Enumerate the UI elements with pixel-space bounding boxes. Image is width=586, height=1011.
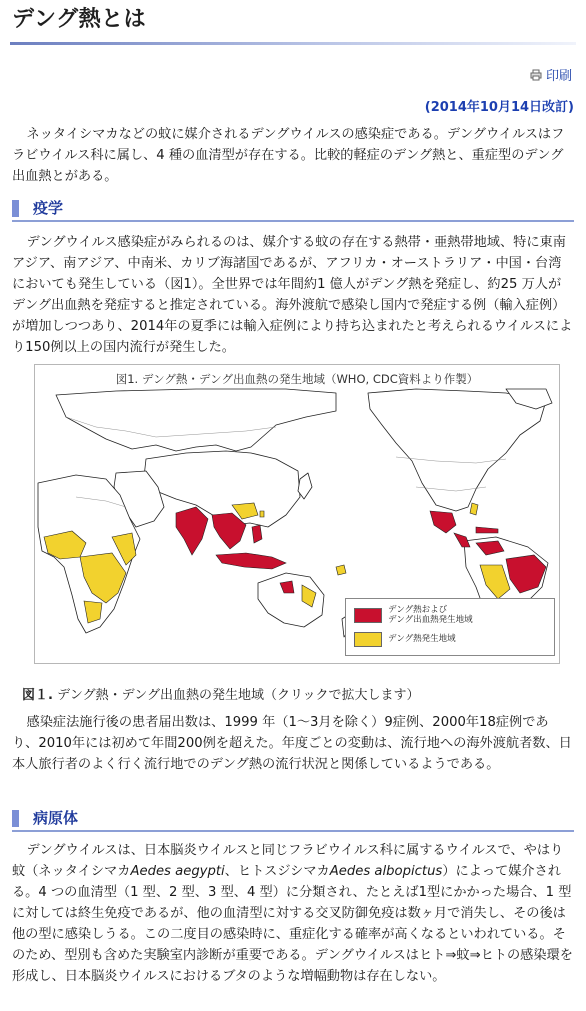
figure-caption[interactable] — [22, 684, 420, 703]
map-title: 図1. デング熱・デング出血熱の発生地域（WHO, CDC資料より作製） — [115, 372, 479, 386]
figure-caption-text: デング熱・デング出血熱の発生地域（クリックで拡大します） — [52, 688, 420, 703]
heading-text: 病原体 — [33, 809, 79, 827]
region-pacific-islands — [336, 565, 346, 575]
print-label: 印刷 — [545, 69, 572, 84]
pathogen-text-3: ）によって媒介される。4 つの血清型（1 型、2 型、3 型、4 型）に分類され、たとえば1型にかかった場合、1 型に対しては終生免疫であるが、他の血清型に対する交叉防御免疫は数ヶ月で消失し、その後は他の型に感染しうる。この二度目の感染時に、重症化する確率が高くなるといわれている。そのため、型別も含めた実験室内診断が重要である。デングウイルスはヒト⇒蚊⇒ヒトの感染環を形成し、日本脳炎ウイルスにおけるブタのような増幅動物は存在しない。 — [12, 864, 573, 984]
intro-paragraph: ネッタイシマカなどの蚊に媒介されるデングウイルスの感染症である。デングウイルスはフラビウイルス科に属し、4 種の血清型が存在する。比較的軽症のデング熱と、重症型のデング出血熱とがある。 — [12, 127, 565, 184]
notification-paragraph: 感染症法施行後の患者届出数は、1999 年（1～3月を除く）9症例、2000年18症例であり、2010年には初めて年間200例を超えた。年度ごとの変動は、流行地への海外渡航者数、日本人旅行者のよく行く流行地でのデング熱の流行状況と関係しているようである。 — [12, 715, 572, 772]
legend-swatch-dhf — [354, 608, 382, 623]
section-heading-epidemiology — [12, 198, 574, 222]
legend-label-dhf-1: デング熱および — [388, 605, 448, 615]
print-link[interactable] — [530, 65, 572, 84]
heading-bar — [12, 200, 19, 217]
revision-date: (2014年10月14日改訂) — [424, 100, 574, 115]
epidemiology-paragraph: デングウイルス感染症がみられるのは、媒介する蚊の存在する熱帯・亜熱帯地域、特に東南アジア、南アジア、中南米、カリブ海諸国であるが、アフリカ・オーストラリア・中国・台湾においても発生している（図1）。全世界では年間約1 億人がデング熱を発症し、約25 万人がデング出血熱を発症すると推定されている。海外渡航で感染し国内で発症する例（輸入症例）が増加しつつあり、2014年の夏季には輸入症例により持ち込まれたと考えられるウイルスにより150例以上の国内流行が発生した。 — [12, 235, 573, 355]
pathogen-paragraph — [12, 840, 574, 987]
region-taiwan — [260, 511, 264, 517]
species-albopictus: Aedes albopictus — [329, 864, 443, 879]
legend-swatch-df — [354, 632, 382, 647]
figure-caption-label: 図１. — [22, 688, 53, 703]
legend-label-dhf-2: デング出血熱発生地域 — [388, 615, 473, 625]
pathogen-text-1: デングウイルスは、日本脳炎ウイルスと同じフラビウイルス科に属するウイルスで、やはり蚊（ネッタイシマカ — [12, 843, 564, 879]
legend-label-df: デング熱発生地域 — [388, 634, 456, 644]
dengue-map-figure[interactable] — [34, 364, 560, 664]
map-legend — [345, 598, 555, 656]
species-aegypti: Aedes aegypti — [130, 864, 225, 879]
pathogen-text-2: 、ヒトスジシマカ — [224, 864, 330, 879]
printer-icon — [530, 69, 542, 81]
page-title: デング熱とは — [12, 7, 147, 32]
section-heading-pathogen — [12, 808, 574, 832]
title-underline — [10, 42, 576, 45]
heading-bar — [12, 810, 19, 827]
heading-text: 疫学 — [33, 199, 64, 217]
